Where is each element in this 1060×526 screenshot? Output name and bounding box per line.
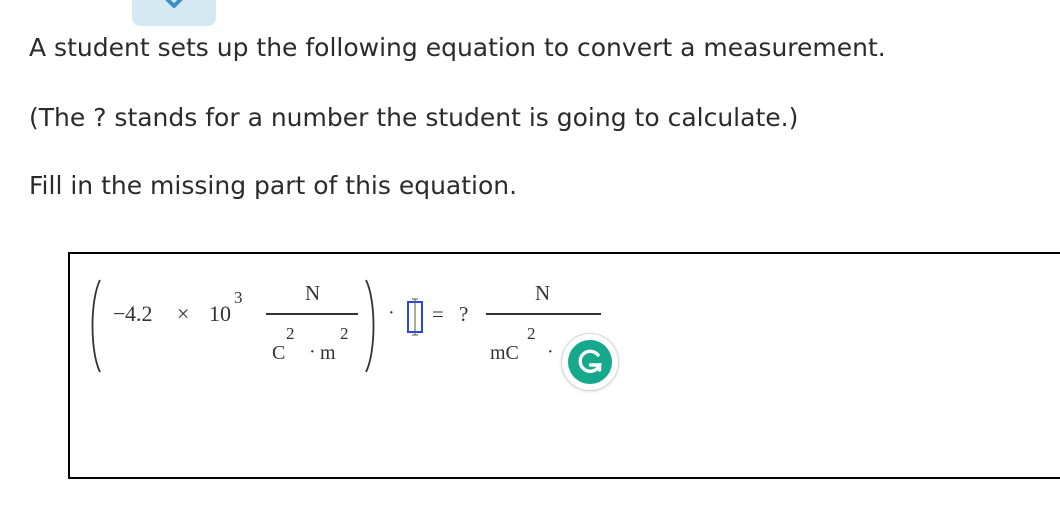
left-paren xyxy=(88,278,102,374)
grammarly-icon xyxy=(571,343,609,381)
instruction-line-2: (The ? stands for a number the student is going to calculate.) xyxy=(29,103,799,132)
right-paren xyxy=(364,278,378,374)
rhs-numerator: N xyxy=(535,281,551,305)
rhs-fraction-bar xyxy=(486,313,601,315)
collapse-tab[interactable] xyxy=(132,0,216,26)
lhs-numerator: N xyxy=(305,281,321,305)
lhs-den-c: C xyxy=(272,342,286,364)
instruction-line-3: Fill in the missing part of this equation. xyxy=(29,171,518,200)
lhs-fraction-bar xyxy=(266,313,358,315)
power-exponent: 3 xyxy=(234,288,243,307)
lhs-den-m-exponent: 2 xyxy=(340,324,349,343)
unknown-value: ? xyxy=(459,302,469,326)
equals-sign: = xyxy=(432,302,444,326)
rhs-den-unit: mC xyxy=(490,342,519,364)
grammarly-button[interactable] xyxy=(561,333,619,391)
lhs-den-c-exponent: 2 xyxy=(286,324,295,343)
rhs-den-exponent: 2 xyxy=(527,324,536,343)
instruction-line-1: A student sets up the following equation to convert a measurement. xyxy=(29,33,886,62)
times-sign: × xyxy=(177,301,190,326)
chevron-down-icon xyxy=(161,0,187,10)
coefficient: 4.2 xyxy=(125,301,153,326)
lhs-den-dot: · xyxy=(309,341,316,363)
lhs-den-m: m xyxy=(320,342,336,364)
multiply-dot: · xyxy=(388,302,395,324)
answer-input-slot[interactable] xyxy=(403,297,427,337)
rhs-den-dot: · xyxy=(547,341,554,363)
power-base: 10 xyxy=(209,301,231,326)
minus-sign: − xyxy=(113,301,126,326)
